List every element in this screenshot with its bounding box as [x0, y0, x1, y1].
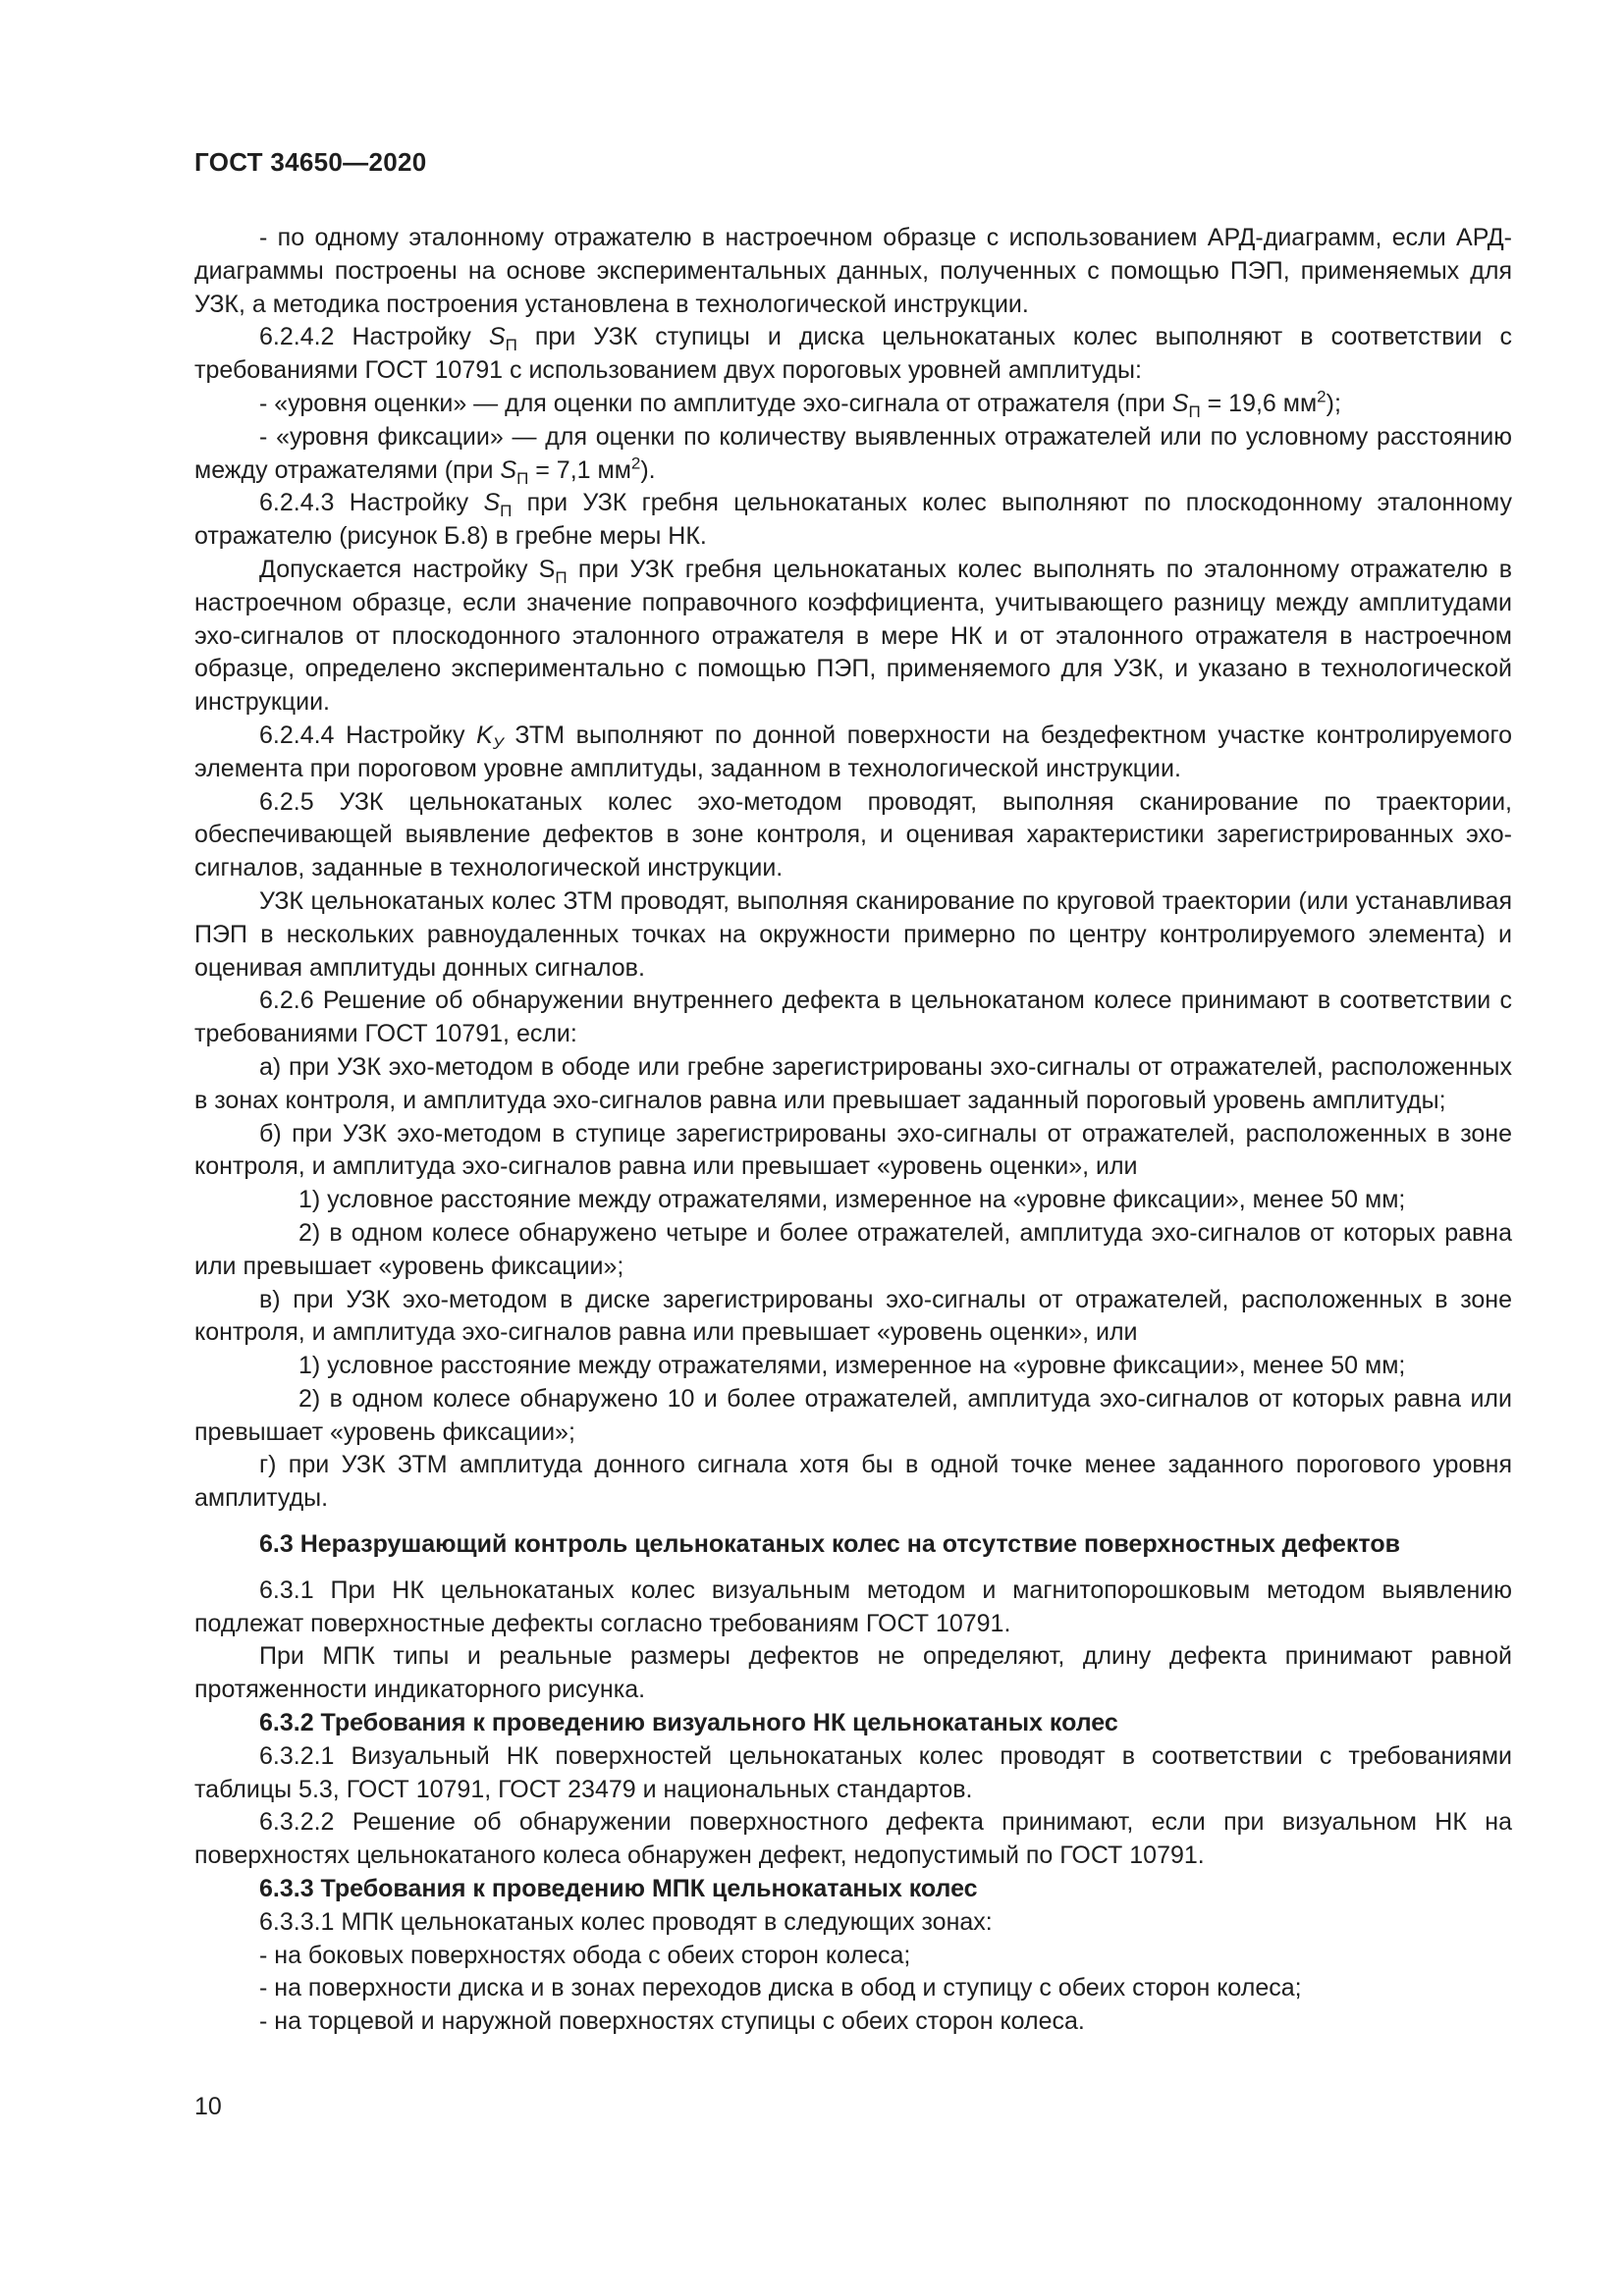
- list-item: - на торцевой и наружной поверхностях ступицы с обеих сторон колеса.: [259, 2007, 1085, 2036]
- list-item: 2) в одном колесе обнаружено 10 и более отражателей, амплитуда эхо-сигналов от которых равна или превышает «уровень фиксации»;: [194, 1384, 1512, 1446]
- list-item: в) при УЗК эхо-методом в диске зарегистрированы эхо-сигналы от отражателей, расположенных в зоне контроля, и амплитуда эхо-сигналов равна или превышает «уровень оценки», или: [194, 1285, 1512, 1347]
- paragraph: 6.3.3.1 МПК цельнокатаных колес проводят в следующих зонах:: [259, 1907, 993, 1936]
- list-item: б) при УЗК эхо-методом в ступице зарегистрированы эхо-сигналы от отражателей, расположенных в зоне контроля, и амплитуда эхо-сигналов равна или превышает «уровень оценки», или: [194, 1119, 1512, 1181]
- paragraph: 6.3.2.2 Решение об обнаружении поверхностного дефекта принимают, если при визуальном НК на поверхностях цельнокатаного колеса обнаружен дефект, недопустимый по ГОСТ 10791.: [194, 1808, 1512, 1870]
- list-item: - на боковых поверхностях обода с обеих сторон колеса;: [259, 1941, 911, 1969]
- paragraph: 6.2.6 Решение об обнаружении внутреннего дефекта в цельнокатаном колесе принимают в соответствии с требованиями ГОСТ 10791, если:: [194, 987, 1512, 1048]
- list-item: а) при УЗК эхо-методом в ободе или гребне зарегистрированы эхо-сигналы от отражателей, расположенных в зонах контроля, и амплитуда эхо-сигналов равна или превышает заданный пороговый уровень амплитуды;: [194, 1052, 1512, 1114]
- section-heading: 6.3 Неразрушающий контроль цельнокатаных колес на отсутствие поверхностных дефектов: [259, 1530, 1400, 1559]
- paragraph: 6.2.4.3 Настройку $S_П$ при УЗК гребня цельнокатаных колес выполняют по плоскодонному эталонному отражателю (рисунок Б.8) в гребне меры НК.: [194, 489, 1512, 551]
- paragraph: - по одному эталонному отражателю в настроечном образце с использованием АРД-диаграмм, если АРД-диаграммы построены на основе экспериментальных данных, полученных с помощью ПЭП, применяемых для УЗК, а методика построения установлена в технологической инструкции.: [194, 224, 1512, 318]
- list-item: 1) условное расстояние между отражателями, измеренное на «уровне фиксации», менее 50 мм;: [298, 1186, 1406, 1214]
- document-body: [194, 222, 1512, 2039]
- paragraph: 6.2.5 УЗК цельнокатаных колес эхо-методом проводят, выполняя сканирование по траектории, обеспечивающей выявление дефектов в зоне контроля, и оценивая характеристики зарегистрированных эхо-сигналов, заданные в технологической инструкции.: [194, 787, 1512, 882]
- subsection-heading: 6.3.3 Требования к проведению МПК цельнокатаных колес: [259, 1875, 978, 1903]
- paragraph: 6.3.2.1 Визуальный НК поверхностей цельнокатаных колес проводят в соответствии с требованиями таблицы 5.3, ГОСТ 10791, ГОСТ 23479 и национальных стандартов.: [194, 1741, 1512, 1803]
- paragraph: При МПК типы и реальные размеры дефектов не определяют, длину дефекта принимают равной протяженности индикаторного рисунка.: [194, 1642, 1512, 1704]
- page-number: 10: [194, 2093, 222, 2120]
- list-item: 2) в одном колесе обнаружено четыре и более отражателей, амплитуда эхо-сигналов от которых равна или превышает «уровень фиксации»;: [194, 1218, 1512, 1280]
- list-item: - на поверхности диска и в зонах переходов диска в обод и ступицу с обеих сторон колеса;: [259, 1974, 1302, 2002]
- list-item: 1) условное расстояние между отражателями, измеренное на «уровне фиксации», менее 50 мм;: [298, 1352, 1406, 1380]
- paragraph: 6.3.1 При НК цельнокатаных колес визуальным методом и магнитопорошковым методом выявлению подлежат поверхностные дефекты согласно требованиям ГОСТ 10791.: [194, 1575, 1512, 1637]
- paragraph: 6.2.4.4 Настройку $K_У$ ЗТМ выполняют по донной поверхности на бездефектном участке контролируемого элемента при пороговом уровне амплитуды, заданном в технологической инструкции.: [194, 721, 1512, 782]
- list-item: - «уровня оценки» — для оценки по амплитуде эхо-сигнала от отражателя (при $S_П = 19,6$ $мм^2$);: [259, 387, 1341, 421]
- paragraph: УЗК цельнокатаных колес ЗТМ проводят, выполняя сканирование по круговой траектории (или устанавливая ПЭП в нескольких равноудаленных точках на окружности примерно по центру контролируемого элемента) и оценивая амплитуды донных сигналов.: [194, 886, 1512, 982]
- paragraph: Допускается настройку $S_П$ при УЗК гребня цельнокатаных колес выполнять по эталонному отражателю в настроечном образце, если значение поправочного коэффициента, учитывающего разницу между амплитудами эхо-сигналов от плоскодонного эталонного отражателя в мере НК и от эталонного отражателя в настроечном образце, определено экспериментально с помощью ПЭП, применяемого для УЗК, и указано в технологической инструкции.: [194, 555, 1512, 717]
- list-item: г) при УЗК ЗТМ амплитуда донного сигнала хотя бы в одной точке менее заданного порогового уровня амплитуды.: [194, 1451, 1512, 1513]
- list-item: - «уровня фиксации» — для оценки по количеству выявленных отражателей или по условному расстоянию между отражателями (при $S_П = 7,1$ $мм^2$).: [194, 422, 1512, 488]
- subsection-heading: 6.3.2 Требования к проведению визуального НК цельнокатаных колес: [259, 1709, 1118, 1737]
- paragraph: 6.2.4.2 Настройку $S_П$ при УЗК ступицы и диска цельнокатаных колес выполняют в соответствии с требованиями ГОСТ 10791 с использованием двух пороговых уровней амплитуды:: [194, 323, 1512, 385]
- document-header: ГОСТ 34650—2020: [194, 147, 427, 177]
